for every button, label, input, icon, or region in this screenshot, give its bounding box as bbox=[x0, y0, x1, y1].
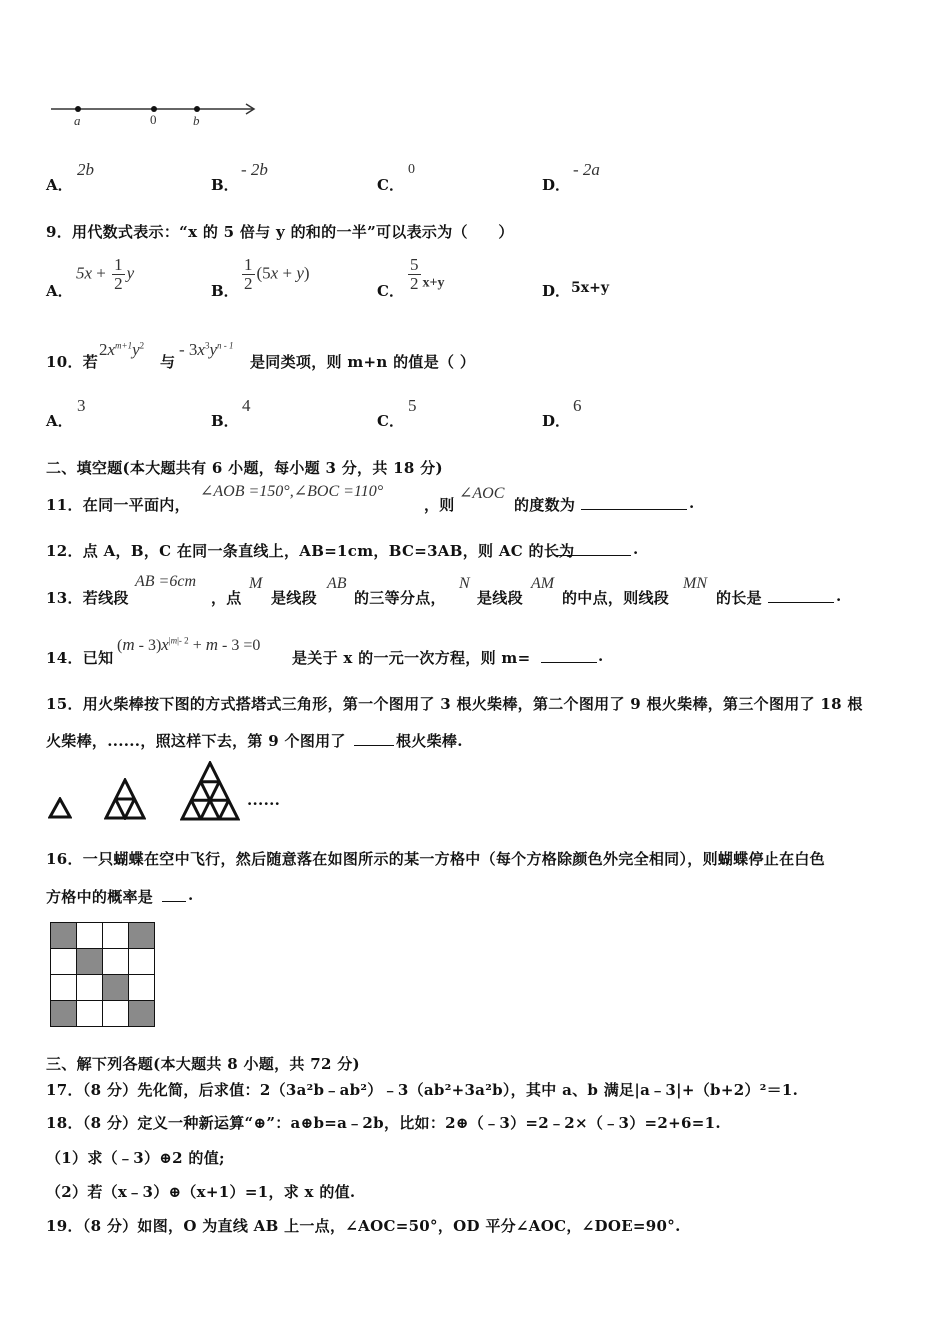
triangle-figure-2 bbox=[104, 778, 146, 820]
grid-cell-gray bbox=[103, 975, 129, 1001]
q13-p1: 13．若线段 bbox=[46, 589, 129, 607]
q8-option-c-letter: C． bbox=[377, 176, 404, 194]
q10-option-c-letter: C． bbox=[377, 412, 404, 430]
q13-period: . bbox=[836, 587, 842, 605]
q13-answer-blank[interactable] bbox=[768, 590, 834, 603]
grid-cell-white bbox=[51, 975, 77, 1001]
q8-option-d-value: - 2a bbox=[573, 160, 600, 179]
numberline-label-b: b bbox=[193, 113, 200, 128]
numberline-label-zero: 0 bbox=[150, 112, 157, 127]
q16-line2: 方格中的概率是 bbox=[46, 888, 154, 906]
q15-line1: 15．用火柴棒按下图的方式搭塔式三角形，第一个图用了 3 根火柴棒，第二个图用了 9 根火柴棒，第三个图用了 18 根 bbox=[46, 695, 863, 713]
probability-grid bbox=[50, 922, 155, 1027]
q13-e5: AM bbox=[531, 575, 555, 592]
q9-option-b-expr: $\frac{1}{2}$ (5x + y) bbox=[244, 255, 310, 293]
q10-term1: $2x^{m+1}y^2$ bbox=[99, 340, 145, 359]
section3-title: 三、解下列各题(本大题共 8 小题，共 72 分) bbox=[46, 1055, 360, 1073]
q15-ellipsis: ...... bbox=[247, 791, 281, 809]
q10-option-b-value: 4 bbox=[242, 396, 251, 415]
q14-period: . bbox=[598, 647, 604, 665]
q11-period: . bbox=[689, 494, 695, 512]
triangle-figure-1 bbox=[48, 797, 72, 819]
q17-text: 17．（8 分）先化简，后求值：2（3a²b﹣ab²）﹣3（ab²+3a²b），其中 a、b 满足|a﹣3|+（b+2）²＝1. bbox=[46, 1081, 799, 1099]
q9-stem: 9．用代数式表示：“x 的 5 倍与 y 的和的一半”可以表示为（ ） bbox=[46, 223, 514, 241]
q9-option-d-text: 5x+y bbox=[571, 280, 609, 296]
grid-cell-white bbox=[77, 975, 103, 1001]
q11-mid: ，则 bbox=[424, 496, 455, 514]
q9-option-c-letter: C． bbox=[377, 282, 404, 300]
grid-cell-gray bbox=[51, 923, 77, 949]
q11-answer-blank[interactable] bbox=[581, 497, 687, 510]
numberline-label-a: a bbox=[74, 113, 81, 128]
q13-e2: M bbox=[249, 575, 263, 592]
q13-e4: N bbox=[459, 575, 470, 592]
q13-e1: AB =6cm bbox=[135, 573, 196, 590]
q13-p6: 的中点，则线段 bbox=[562, 589, 670, 607]
q9-option-c-expr: $\frac{5}{2}$ $_{x+y}$ bbox=[410, 255, 445, 293]
grid-cell-white bbox=[103, 923, 129, 949]
point-a bbox=[75, 106, 81, 112]
q12-text: 12．点 A，B，C 在同一条直线上，AB=1cm，BC=3AB，则 AC 的长为 bbox=[46, 542, 575, 560]
grid-cell-white bbox=[51, 949, 77, 975]
q10-option-a-letter: A． bbox=[46, 412, 73, 430]
q10-option-a-value: 3 bbox=[77, 396, 86, 415]
q14-equation: $(m - 3)x^{|m|- 2} + m - 3 =0$ bbox=[117, 635, 261, 654]
q14-answer-blank[interactable] bbox=[541, 650, 597, 663]
q9-option-b-letter: B． bbox=[211, 282, 239, 300]
q12-answer-blank[interactable] bbox=[556, 543, 631, 556]
q10-option-d-letter: D． bbox=[542, 412, 571, 430]
q13-p2: ，点 bbox=[211, 589, 242, 607]
q9-option-c-tail: x+y bbox=[422, 275, 445, 291]
q11-expr: ∠AOB =150°,∠BOC =110° bbox=[200, 483, 384, 500]
q9-option-a-letter: A． bbox=[46, 282, 73, 300]
q13-p3: 是线段 bbox=[271, 589, 317, 607]
q10-mid: 与 bbox=[160, 353, 176, 371]
q13-p5: 是线段 bbox=[477, 589, 523, 607]
q15-line2a: 火柴棒，......，照这样下去，第 9 个图用了 bbox=[46, 732, 346, 750]
q18-sub2: （2）若（x﹣3）⊕（x+1）=1，求 x 的值. bbox=[46, 1183, 356, 1201]
q8-option-a-value: 2b bbox=[77, 160, 94, 179]
q8-option-b-value: - 2b bbox=[241, 160, 268, 179]
q13-e6: MN bbox=[683, 575, 707, 592]
q10-suffix: 是同类项，则 m+n 的值是（ ） bbox=[250, 353, 476, 371]
q14-suffix: 是关于 x 的一元一次方程，则 m= bbox=[292, 649, 531, 667]
grid-cell-gray bbox=[77, 949, 103, 975]
q15-line2b: 根火柴棒. bbox=[396, 732, 463, 750]
grid-cell-white bbox=[103, 949, 129, 975]
q16-answer-blank[interactable] bbox=[162, 889, 186, 902]
q16-line1: 16．一只蝴蝶在空中飞行，然后随意落在如图所示的某一方格中（每个方格除颜色外完全相同），则蝴蝶停止在白色 bbox=[46, 850, 825, 868]
grid-cell-white bbox=[77, 923, 103, 949]
grid-cell-white bbox=[103, 1001, 129, 1027]
q16-period: . bbox=[188, 886, 194, 904]
q8-option-c-value: 0 bbox=[408, 162, 415, 177]
point-b bbox=[194, 106, 200, 112]
q11-prefix: 11．在同一平面内， bbox=[46, 496, 190, 514]
q15-answer-blank[interactable] bbox=[354, 733, 394, 746]
q18-text: 18．（8 分）定义一种新运算“⊕”：a⊕b=a﹣2b，比如：2⊕（﹣3）=2﹣2×（﹣3）=2+6=1. bbox=[46, 1114, 721, 1132]
q8-option-b-letter: B． bbox=[211, 176, 239, 194]
q11-suffix: 的度数为 bbox=[514, 496, 576, 514]
q13-p4: 的三等分点， bbox=[354, 589, 446, 607]
q13-p7: 的长是 bbox=[716, 589, 762, 607]
grid-cell-gray bbox=[129, 923, 155, 949]
q10-option-b-letter: B． bbox=[211, 412, 239, 430]
triangle-figure-3 bbox=[180, 761, 240, 821]
grid-cell-white bbox=[129, 975, 155, 1001]
q9-option-a-expr: 5x + $\frac{1}{2}$ y bbox=[76, 255, 135, 293]
q19-text: 19．（8 分）如图，O 为直线 AB 上一点，∠AOC=50°，OD 平分∠AOC，∠DOE=90°. bbox=[46, 1217, 681, 1235]
q9-option-d-letter: D． bbox=[542, 282, 571, 300]
q14-prefix: 14．已知 bbox=[46, 649, 114, 667]
grid-cell-gray bbox=[51, 1001, 77, 1027]
q8-option-a-letter: A． bbox=[46, 176, 73, 194]
grid-cell-white bbox=[129, 949, 155, 975]
q12-period: . bbox=[633, 540, 639, 558]
q10-prefix: 10．若 bbox=[46, 353, 99, 371]
grid-cell-white bbox=[77, 1001, 103, 1027]
q10-term2: - $3x^3y^{n - 1}$ bbox=[179, 340, 234, 359]
q8-option-d-letter: D． bbox=[542, 176, 571, 194]
q10-option-d-value: 6 bbox=[573, 396, 582, 415]
q18-sub1: （1）求（﹣3）⊕2 的值; bbox=[46, 1149, 225, 1167]
section2-title: 二、填空题(本大题共有 6 小题，每小题 3 分，共 18 分) bbox=[46, 459, 443, 477]
q11-expr2: ∠AOC bbox=[459, 485, 505, 502]
grid-cell-gray bbox=[129, 1001, 155, 1027]
q10-option-c-value: 5 bbox=[408, 396, 417, 415]
q13-e3: AB bbox=[327, 575, 347, 592]
